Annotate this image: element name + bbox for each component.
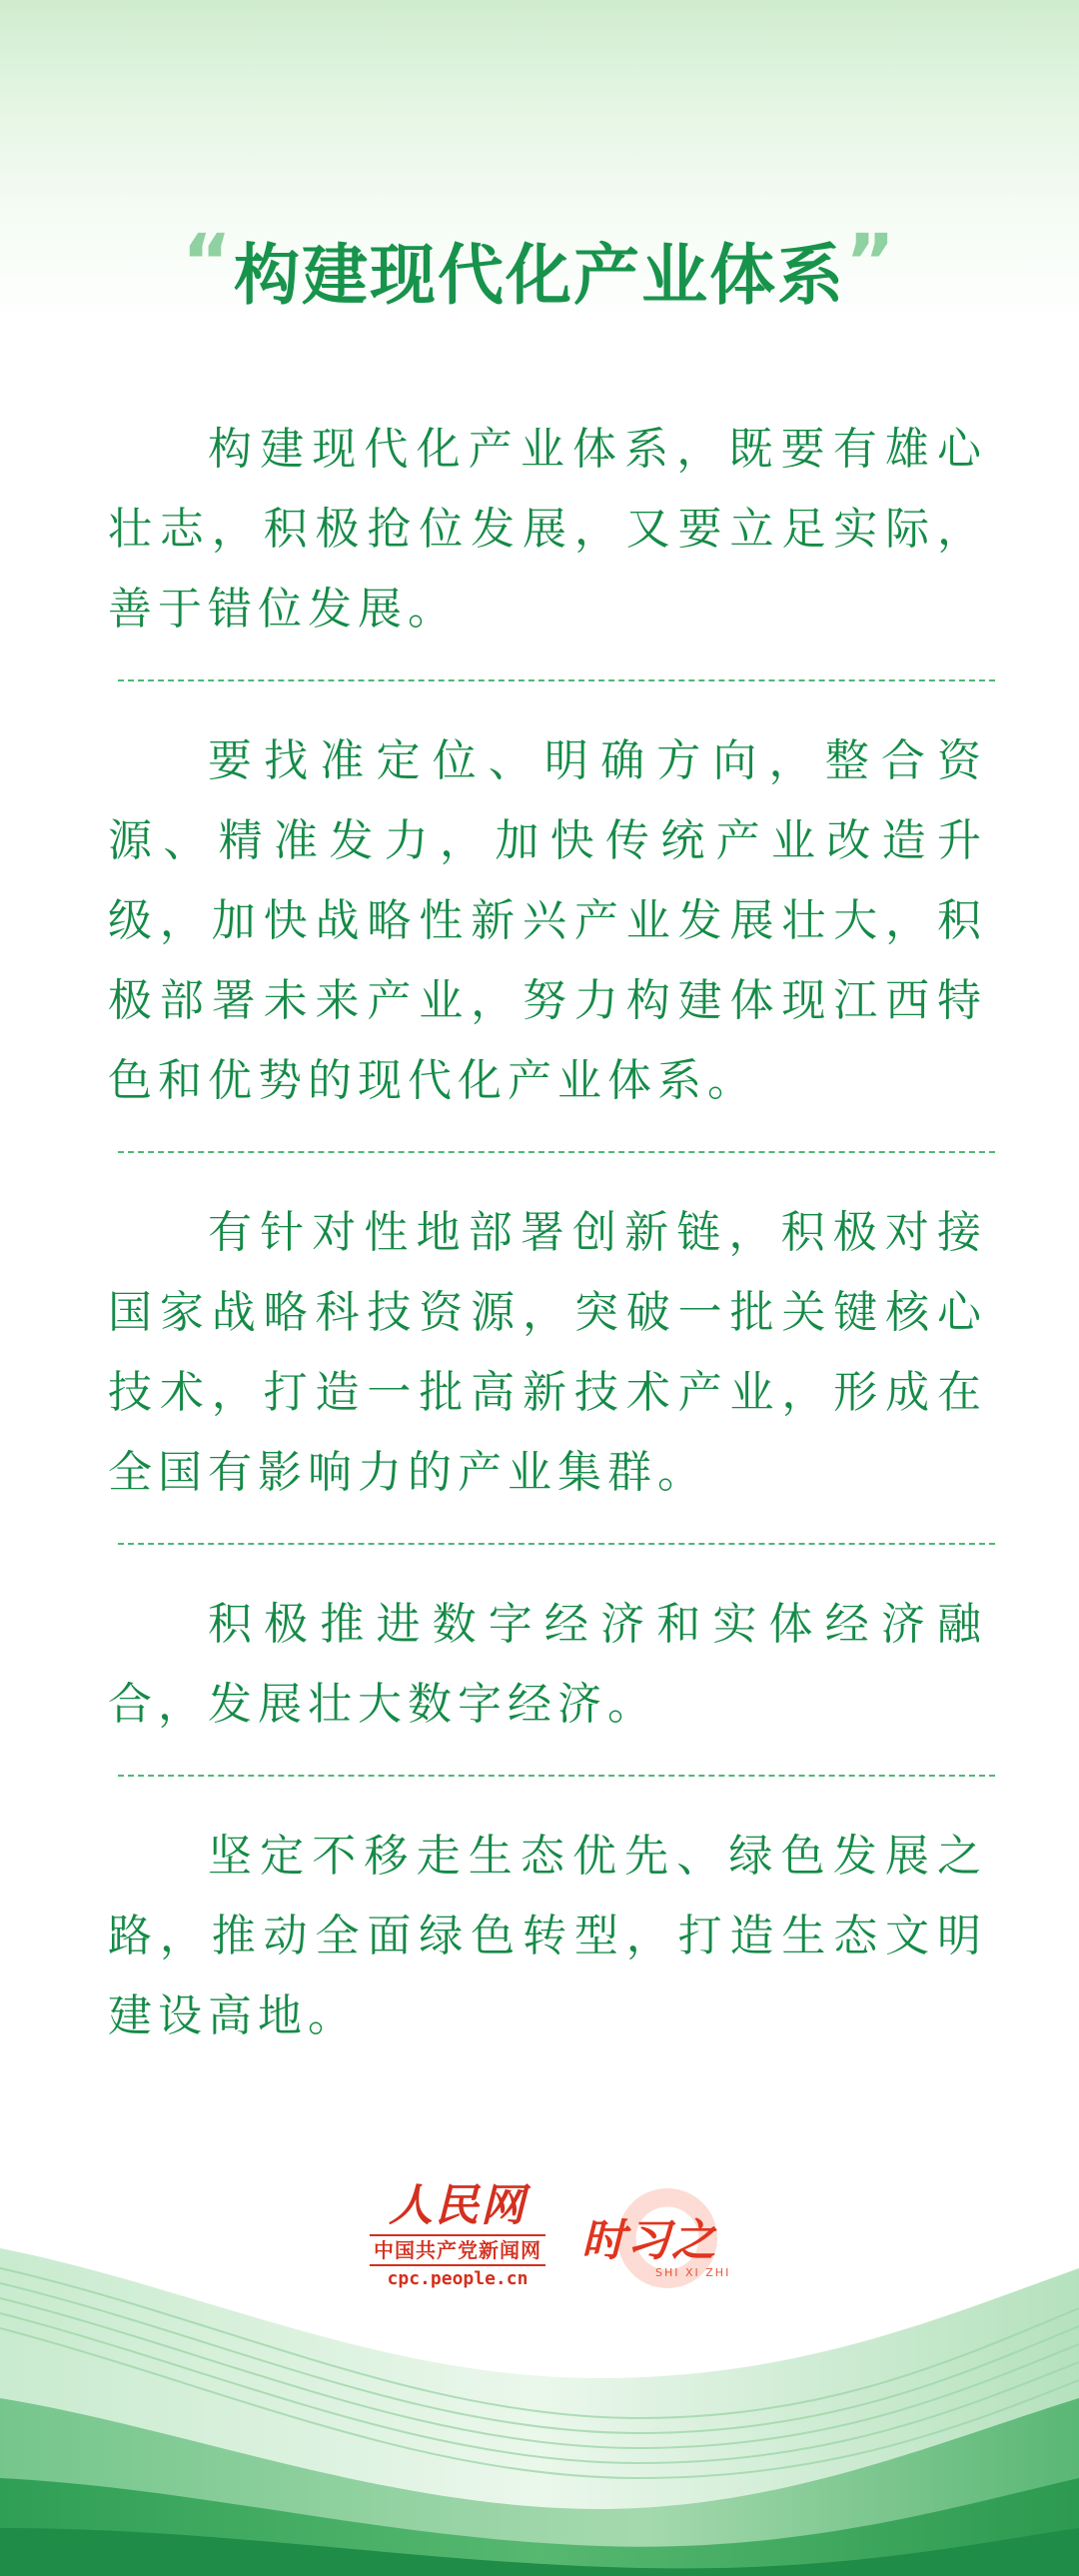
people-logo-name: 中国共产党新闻网	[370, 2234, 545, 2266]
people-logo-script: 人民网	[389, 2180, 527, 2231]
divider	[118, 1775, 995, 1777]
content	[108, 410, 987, 2056]
paragraph-5: 坚定不移走生态优先、绿色发展之路，推动全面绿色转型，打造生态文明建设高地。	[108, 1831, 987, 2041]
divider	[118, 1543, 995, 1545]
divider	[118, 1151, 995, 1153]
title-text: 构建现代化产业体系	[234, 237, 845, 314]
paragraph-1: 构建现代化产业体系，既要有雄心壮志，积极抢位发展，又要立足实际，善于错位发展。	[108, 424, 987, 635]
shixizhi-logo-text: 时习之	[581, 2215, 716, 2266]
people-logo-url: cpc.people.cn	[387, 2268, 529, 2289]
page-title	[0, 217, 1079, 326]
open-quote: “	[182, 217, 234, 306]
people-daily-logo	[362, 2178, 553, 2292]
close-quote: ”	[845, 217, 897, 306]
shixizhi-logo	[577, 2184, 737, 2294]
paragraph-4: 积极推进数字经济和实体经济融合，发展壮大数字经济。	[108, 1599, 987, 1730]
logo-bar	[0, 2178, 1079, 2308]
shixizhi-logo-sub: SHI XI ZHI	[655, 2266, 731, 2279]
divider	[118, 679, 995, 681]
paragraph-2: 要找准定位、明确方向，整合资源、精准发力，加快传统产业改造升级，加快战略性新兴产业发展壮大，积极部署未来产业，努力构建体现江西特色和优势的现代化产业体系。	[108, 735, 987, 1106]
paragraph-3: 有针对性地部署创新链，积极对接国家战略科技资源，突破一批关键核心技术，打造一批高新技术产业，形成在全国有影响力的产业集群。	[108, 1207, 987, 1498]
